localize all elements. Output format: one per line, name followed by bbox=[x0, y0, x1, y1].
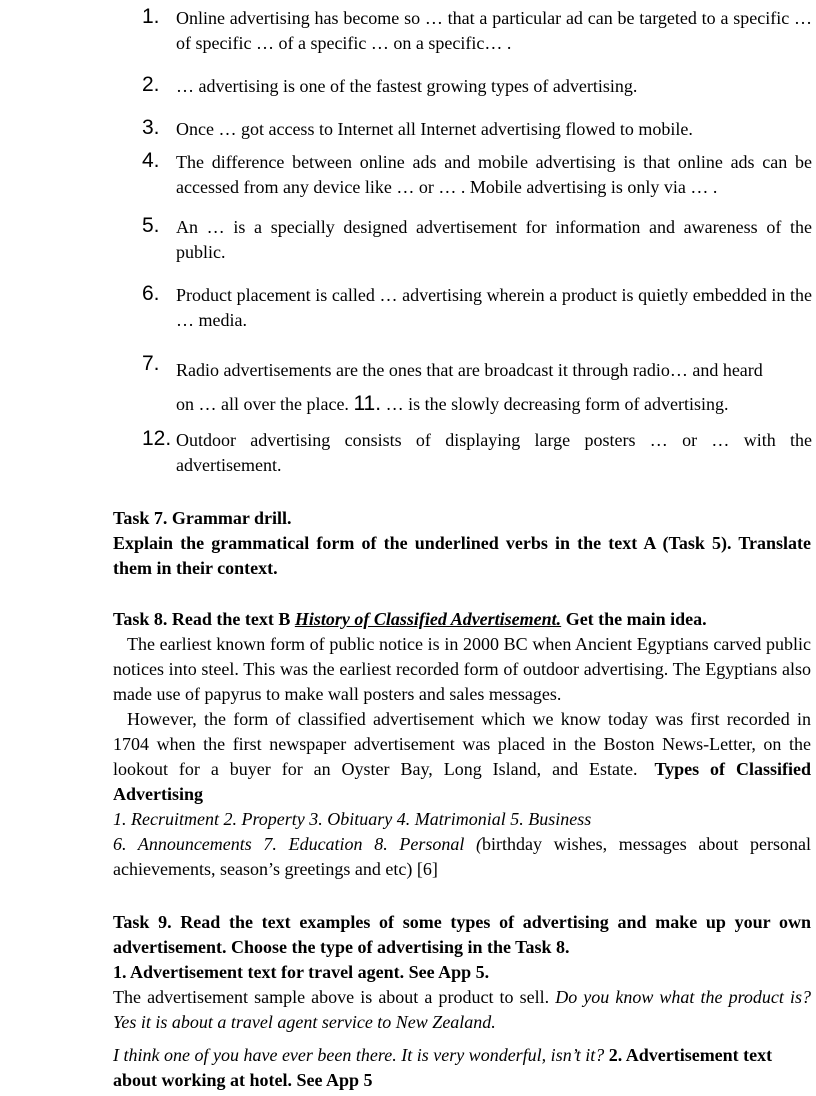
task9-paragraph-italic: Do you know what the product is? Yes it is about a travel agent service to New Zealand. bbox=[113, 987, 811, 1032]
exercise-text: … advertising is one of the fastest growing types of advertising. bbox=[176, 76, 638, 96]
exercise-3 bbox=[142, 117, 812, 142]
task9-paragraph-normal: The advertisement sample above is about a product to sell. bbox=[113, 987, 550, 1007]
task8-section bbox=[113, 607, 811, 882]
task8-title bbox=[113, 607, 811, 632]
exercise-6 bbox=[142, 283, 812, 333]
task8-paragraph-1: The earliest known form of public notice is in 2000 BC when Ancient Egyptians carved public notices into steel. This was the earliest recorded form of outdoor advertising. The Egyptians also made use of papyrus to make wall posters and sales messages. bbox=[113, 634, 811, 704]
task8-paragraph-2-text: However, the form of classified advertisement which we know today was first recorded in 1704 when the first newspaper advertisement was placed in the Boston News-Letter, on the lookout for a buyer for an Oyster Bay, Long Island, and Estate. bbox=[113, 709, 811, 779]
exercise-number: 2. bbox=[142, 73, 160, 96]
exercise-text: An … is a specially designed advertisement for information and awareness of the public. bbox=[176, 217, 812, 262]
exercise-text: Online advertising has become so … that a particular ad can be targeted to a specific … of specific … of a specific … on a specific… . bbox=[176, 8, 812, 53]
exercise-number: 7. bbox=[142, 352, 160, 375]
types-list-line-2 bbox=[113, 832, 811, 882]
exercise-text-b: on … all over the place. bbox=[176, 394, 349, 414]
exercise-4 bbox=[142, 150, 812, 200]
exercise-number: 5. bbox=[142, 214, 160, 237]
types-list-line-2-rest: birthday wishes, messages about personal achievements, season’s greetings and etc) [6] bbox=[113, 834, 811, 879]
task8-text-link[interactable]: History of Classified Advertisement. bbox=[294, 609, 562, 629]
exercise-text-c: … is the slowly decreasing form of advertising. bbox=[381, 394, 729, 414]
exercise-number: 12. bbox=[142, 427, 172, 450]
exercise-number: 4. bbox=[142, 149, 160, 172]
task7-title: Task 7. Grammar drill. bbox=[113, 508, 292, 528]
task8-paragraph-2 bbox=[113, 707, 811, 807]
exercise-number: 1. bbox=[142, 5, 160, 28]
exercise-text: Product placement is called … advertising wherein a product is quietly embedded in the … media. bbox=[176, 285, 812, 330]
task7-instruction: Explain the grammatical form of the underlined verbs in the text A (Task 5). Translate them in their context. bbox=[113, 533, 811, 578]
exercise-1 bbox=[142, 6, 812, 56]
task9-last-italic: I think one of you have ever been there. It is very wonderful, isn’t it? bbox=[113, 1045, 605, 1065]
types-list-line-1: 1. Recruitment 2. Property 3. Obituary 4. Matrimonial 5. Business bbox=[113, 809, 592, 829]
exercise-12 bbox=[142, 428, 812, 478]
exercise-text: Once … got access to Internet all Internet advertising flowed to mobile. bbox=[176, 119, 693, 139]
exercise-text: Outdoor advertising consists of displaying large posters … or … with the advertisement. bbox=[176, 430, 812, 475]
exercise-text-a: Radio advertisements are the ones that are broadcast it through radio… and heard bbox=[176, 360, 763, 380]
exercise-text bbox=[176, 353, 812, 421]
task8-title-suffix: Get the main idea. bbox=[561, 609, 707, 629]
types-list-line-2-italic: 6. Announcements 7. Education 8. Personal ( bbox=[113, 834, 482, 854]
exercise-number: 3. bbox=[142, 116, 160, 139]
exercise-2 bbox=[142, 74, 812, 99]
exercise-number: 6. bbox=[142, 282, 160, 305]
task9-subheading-1: 1. Advertisement text for travel agent. See App 5. bbox=[113, 962, 490, 982]
task9-paragraph bbox=[113, 985, 811, 1035]
task8-title-prefix: Task 8. Read the text B bbox=[113, 609, 295, 629]
task9-section bbox=[113, 910, 811, 1035]
types-heading: Types of Classified Advertising bbox=[113, 759, 811, 804]
task7-section bbox=[113, 506, 811, 581]
exercise-text: The difference between online ads and mobile advertising is that online ads can be accessed from any device like … or … . Mobile advertising is only via … . bbox=[176, 152, 812, 197]
exercise-7 bbox=[142, 353, 812, 421]
task9-title: Task 9. Read the text examples of some types of advertising and make up your own advertisement. Choose the type of advertising in the Task 8. bbox=[113, 912, 811, 957]
task9-subheading-2: 2. Advertisement text about working at hotel. See App 5 bbox=[113, 1045, 773, 1090]
task9-last-lines bbox=[113, 1043, 811, 1093]
exercise-5 bbox=[142, 215, 812, 265]
exercise-number-inline: 11. bbox=[353, 392, 382, 415]
